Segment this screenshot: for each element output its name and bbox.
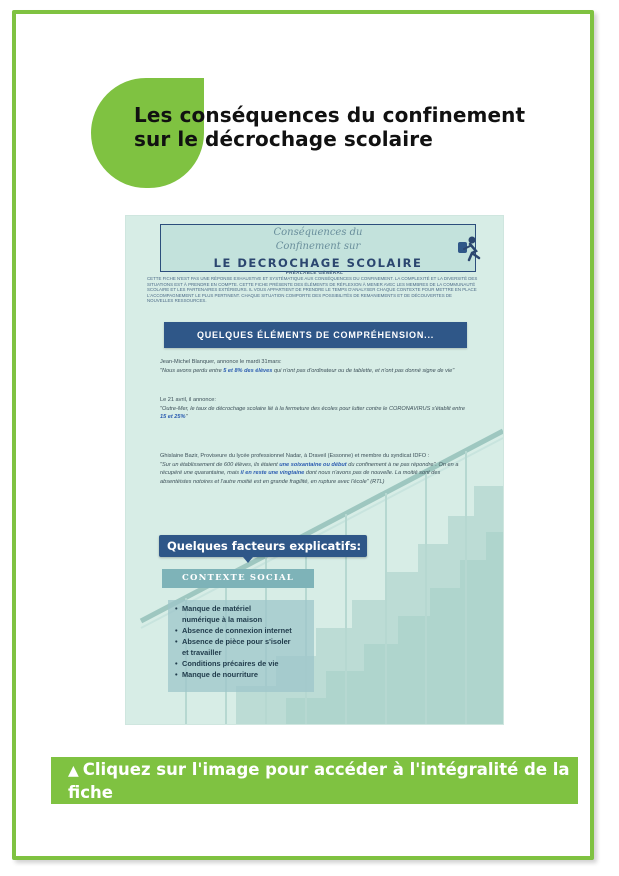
list-item: • Absence de connexion internet bbox=[182, 625, 314, 636]
para1-quote-b: qui n'ont pas d'ordinateur ou de tablette, et n'ont pas donné signe de vie" bbox=[272, 367, 455, 374]
para3-quote-c: dont nous n'avons pas de nouvelle. La moitié sont des absentéistes notoires et l'autre moitié est en grande fragilité, en rupture avec l'école" (RTL) bbox=[160, 470, 441, 485]
para3-intro: Ghislaine Bazir, Proviseure du lycée professionnel Nadar, à Draveil (Essonne) et membre du syndicat IDFO : bbox=[160, 453, 430, 459]
para3-quote-a: "Sur un établissement de 600 élèves, ils étaient bbox=[160, 461, 280, 468]
para3-highlight2: il en reste une vingtaine bbox=[240, 470, 305, 477]
open-full-document-button[interactable] bbox=[51, 757, 578, 804]
para1-intro: Jean-Michel Blanquer, annonce le mardi 31mars: bbox=[160, 359, 282, 365]
quote-bazir bbox=[160, 452, 470, 486]
cta-label: Cliquez sur l'image pour accéder à l'intégralité de la fiche bbox=[68, 760, 570, 802]
para1-highlight: 5 et 8% des élèves bbox=[223, 367, 273, 374]
up-triangle-icon: ▲ bbox=[68, 763, 79, 779]
para2-quote-b: " bbox=[185, 414, 188, 421]
preamble-title: PRÉALABLE GÉNÉRAL bbox=[285, 270, 344, 275]
para2-quote-a: "Outre-Mer, le taux de décrochage scolaire lié à la fermeture des écoles pour lutter contre le CORONAVIRUS s'établit entre bbox=[160, 405, 465, 412]
preamble-text: CETTE FICHE N'EST PAS UNE RÉPONSE EXHAUSTIVE ET SYSTÉMATIQUE AUX CONSÉQUENCES DU CONFINEMENT. LA COMPLEXITÉ ET LA DIVERSITÉ DES SITUATIONS EST À PRENDRE EN COMPTE. CETTE FICHE PRÉSENTE DES ÉLÉMENTS DE RÉFLEXION À MENER AVEC LES MEMBRES DE LA COMMUNAUTÉ SCOLAIRE ET LES PARTENAIRES EXTÉRIEURS. IL VOUS APPARTIENT DE PRENDRE LE TEMPS D'ANALYSER CHAQUE CONTEXTE POUR METTRE EN PLACE L'ACCOMPAGNEMENT LE PLUS PERTINENT. CHAQUE SITUATION COMPORTE DES POSSIBILITÉS DE REMANIEMENTS ET DE DÉCOUVERTES DE NOUVELLES RESSOURCES. bbox=[147, 276, 478, 304]
page-title bbox=[134, 103, 574, 151]
list-item: • Conditions précaires de vie bbox=[182, 658, 314, 669]
list-item-continuation bbox=[182, 614, 314, 625]
quote-blanquer-31mars bbox=[160, 358, 470, 375]
list-item-continuation bbox=[182, 647, 314, 658]
thumbnail-heading: LE DECROCHAGE SCOLAIRE bbox=[213, 256, 423, 270]
list-item-continuation-text: numérique à la maison bbox=[182, 615, 263, 624]
para3-highlight1: une soixantaine ou début bbox=[279, 461, 347, 468]
para2-highlight: 15 et 25% bbox=[160, 414, 186, 421]
list-item: • Manque de nourriture bbox=[182, 669, 314, 680]
list-item-continuation-text: et travailler bbox=[182, 648, 222, 657]
quote-blanquer-21avril bbox=[160, 396, 470, 422]
para1-quote-a: "Nous avons perdu entre bbox=[160, 367, 224, 374]
list-item: • Manque de matériel bbox=[182, 603, 314, 614]
running-student-icon bbox=[454, 234, 486, 266]
thumbnail-banner bbox=[160, 224, 476, 272]
section-heading: QUELQUES ÉLÉMENTS DE COMPRÉHENSION... bbox=[164, 322, 467, 348]
page-title-line1: Les conséquences du confinement bbox=[134, 103, 526, 127]
factors-heading: Quelques facteurs explicatifs: bbox=[159, 535, 367, 557]
page-title-line2: sur le décrochage scolaire bbox=[134, 127, 433, 151]
para2-intro: Le 21 avril, il annonce: bbox=[160, 397, 216, 403]
factors-list bbox=[168, 600, 314, 692]
thumbnail-script-line2: Confinement sur bbox=[275, 241, 361, 252]
thumbnail-script-line1: Conséquences du bbox=[273, 227, 363, 238]
para3-quote-b: du confinement à ne pas répondre". On en a récupéré une quarantaine, mais bbox=[160, 461, 459, 477]
context-heading: CONTEXTE SOCIAL bbox=[162, 569, 314, 588]
list-item: • Absence de pièce pour s'isoler bbox=[182, 636, 314, 647]
document-thumbnail-link[interactable] bbox=[125, 215, 504, 725]
